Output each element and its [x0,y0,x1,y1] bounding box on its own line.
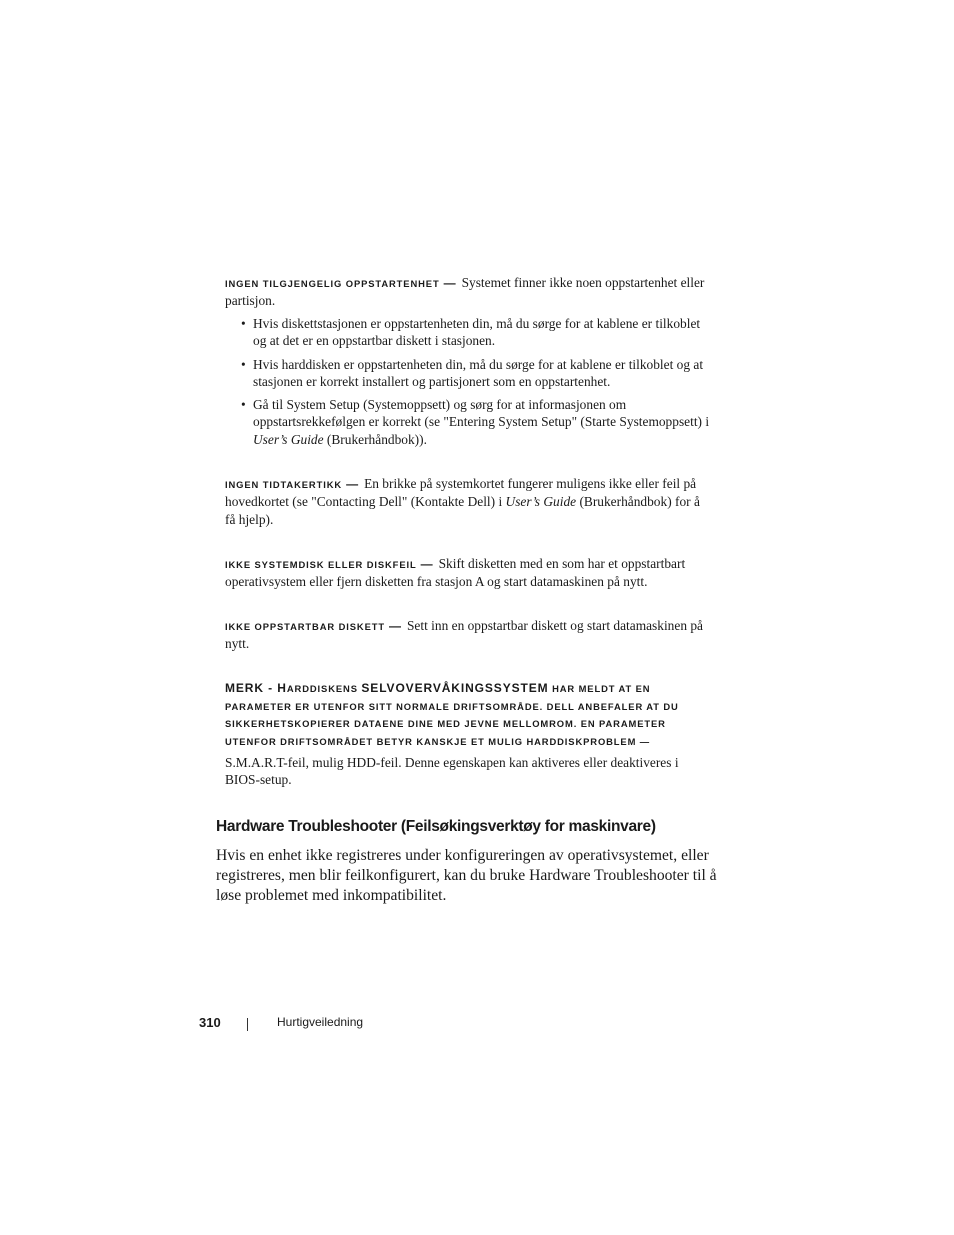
entry-no-system-disk [225,555,710,591]
list-item [241,396,711,448]
entry-heading: INGEN TILGJENGELIG OPPSTARTENHET [225,278,440,289]
entry-text: (Brukerhåndbok) for å få hjelp). [225,494,700,527]
entry-no-timer-tick [225,475,710,528]
bullet-list [241,315,711,454]
entry-text: Skift disketten med en som har et oppstartbart operativsystem eller fjern disketten fra stasjon A og start datamaskinen på nytt. [225,556,686,590]
guide-title: User’s Guide [253,431,324,447]
note-lead: MERK - H [225,681,287,695]
entry-text: En brikke på systemkortet fungerer muligens ikke eller feil på hovedkortet (se "Contacting Dell" (Kontakte Dell) i [225,476,697,510]
entry-text: Systemet finner ikke noen oppstartenhet eller partisjon. [225,275,705,309]
note-word: ARDDISKENS [286,683,358,694]
page-number: 310 [199,1015,221,1030]
entry-non-bootable-disk [225,617,710,653]
entry-heading: IKKE SYSTEMDISK ELLER DISKFEIL [225,559,417,570]
section-body: Hvis en enhet ikke registreres under konfigureringen av operativsystemet, eller registreres, men blir feilkonfigurert, kan du bruke Hardware Troubleshooter til å løse problemet med inkompatibilitet. [216,847,717,904]
list-item [241,356,711,391]
note-word: N PARAMETER UTENFOR DRIFTSOMRÅDET BETYR KANSKJE ET MULIG HARDDISKPROBLEM — [225,718,666,747]
em-dash: — [420,557,433,571]
bullet-text: Gå til System Setup (Systemoppsett) og sørg for at informasjonen om oppstartsrekkefølgen er korrekt (se "Entering System Setup" (Starte Systemoppsett) i [253,397,710,430]
footer-divider [247,1018,248,1031]
entry-heading: INGEN TIDTAKERTIKK [225,479,343,490]
em-dash: — [346,477,359,491]
entry-heading: IKKE OPPSTARTBAR DISKETT [225,621,385,632]
note-word: SELVOVERVÅKINGSSYSTEM [361,681,549,695]
footer-title: Hurtigveiledning [277,1015,364,1029]
bullet-text: (Brukerhåndbok)). [323,431,427,447]
note-word: HAR MELDT AT EN PARAMETER ER UTENFOR SITT NORMALE DRIFTSOMRÅDE. D [225,683,651,712]
em-dash: — [388,619,401,633]
bullet-text: Hvis harddisken er oppstartenheten din, må du sørge for at kablene er tilkoblet og at stasjonen er korrekt installert og partisjonert som en oppstartenhet. [253,356,704,389]
guide-title: User’s Guide [505,494,577,510]
note-heading [225,680,715,750]
bullet-text: Hvis diskettstasjonen er oppstartenheten din, må du sørge for at kablene er tilkoblet og at det er en oppstartbar diskett i stasjonen. [253,316,701,349]
section-title: Hardware Troubleshooter (Feilsøkingsverktøy for maskinvare) [216,818,656,835]
note-text: S.M.A.R.T-feil, mulig HDD-feil. Denne egenskapen kan aktiveres eller deaktiveres i BIOS-setup. [225,755,679,788]
entry-text: Sett inn en oppstartbar diskett og start datamaskinen på nytt. [225,618,703,652]
note-word: ELL ANBEFALER AT DU SIKKERHETSKOPIERER DATAENE DINE MED JEVNE MELLOMROM. E [225,700,679,729]
em-dash: — [443,276,456,290]
entry-no-boot-device [225,274,710,310]
list-item [241,315,711,350]
